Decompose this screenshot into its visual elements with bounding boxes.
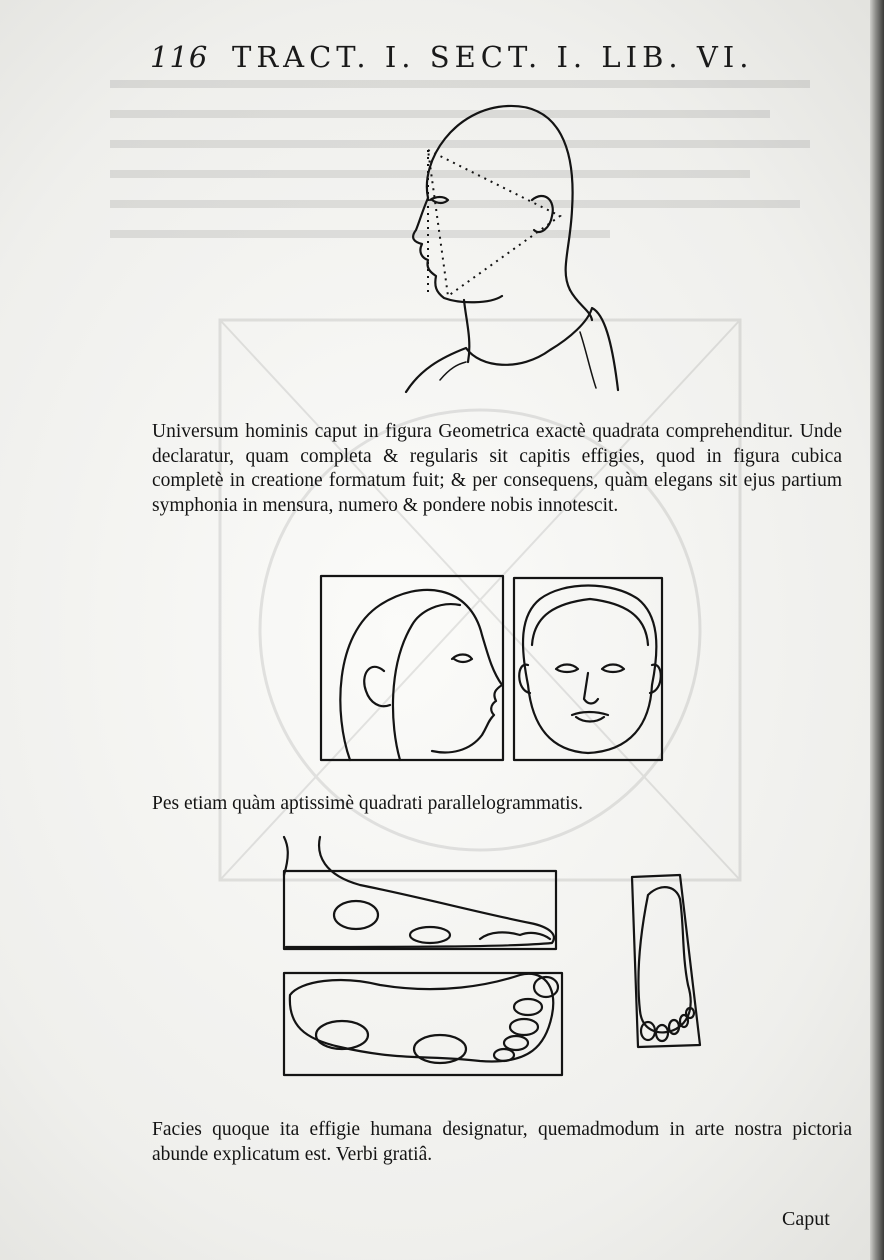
sole-heel — [316, 1021, 368, 1049]
catchword: Caput — [782, 1208, 830, 1230]
profile-head-figure — [400, 100, 630, 400]
standing-foot — [638, 887, 690, 1032]
profile-square — [321, 576, 503, 760]
frontal-nose — [584, 673, 598, 704]
page-header — [150, 40, 770, 80]
frontal-ears — [519, 665, 661, 693]
squared-heads-figure — [320, 575, 670, 765]
garment-fold — [440, 332, 596, 388]
side-foot — [284, 837, 554, 947]
side-foot-heel — [334, 901, 378, 929]
frontal-square — [514, 578, 662, 760]
profile-eye — [452, 655, 472, 663]
page-number: 116 — [150, 40, 209, 74]
frontal-mouth — [572, 712, 608, 722]
caption-face: Facies quoque ita effigie humana designatur, quemadmodum in arte nostra pictoria abunde explicatum est. Verbi gratiâ. — [152, 1119, 852, 1165]
frontal-head-outline — [523, 586, 656, 754]
frontal-hairline — [532, 599, 648, 645]
face-profile — [413, 198, 502, 302]
side-foot-rect — [284, 871, 556, 949]
garment — [406, 308, 618, 392]
profile-ear — [364, 667, 390, 706]
feet-figure — [280, 835, 710, 1080]
caption-feet: Pes etiam quàm aptissimè quadrati parallelogrammatis. — [152, 793, 584, 814]
running-title: TRACT. I. SECT. I. LIB. VI. — [232, 40, 754, 74]
profile-hairline — [393, 604, 460, 760]
frontal-eyes — [556, 665, 624, 673]
dotted-square — [428, 150, 560, 296]
caption-head-square: Universum hominis caput in figura Geometrica exactè quadrata comprehenditur. Unde declaratur, quam completa & regularis sit capitis effigies, quod in figura cubica completè in creatione formatum fuit; & per consequens, quàm elegans sit ejus partium symphonia in mensura, numero & pondere nobis innotescit. — [152, 421, 842, 516]
page-gutter-edge — [870, 0, 884, 1260]
head-outline — [427, 106, 573, 290]
eye — [430, 197, 448, 203]
ear — [532, 196, 553, 232]
